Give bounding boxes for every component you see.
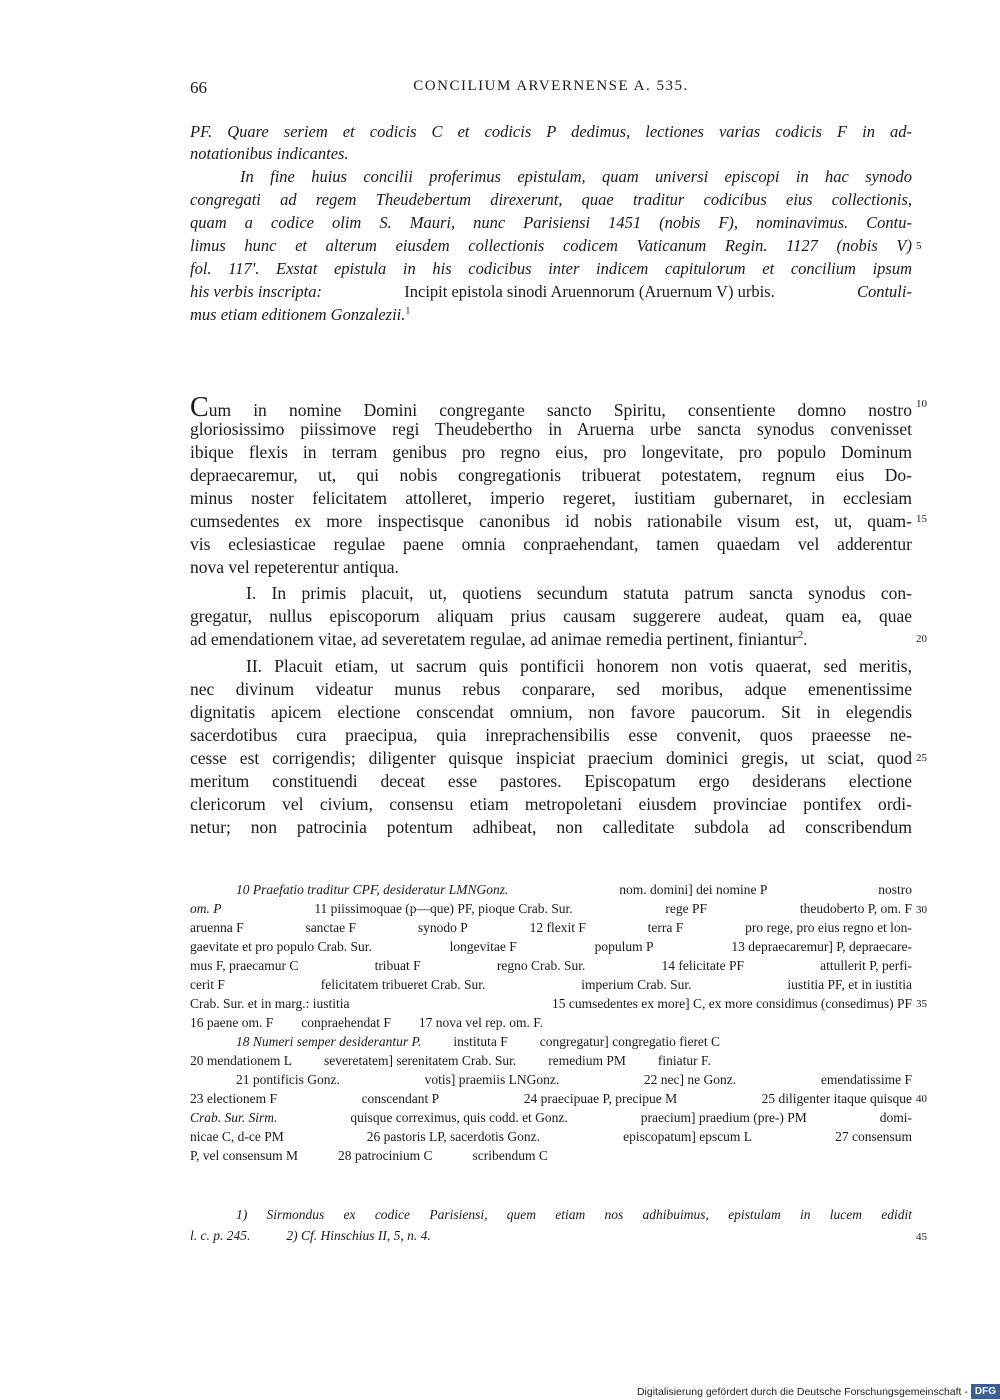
- body-line: cesse est corrigendis; diligenter quisque inspiciat praecium dominici gregis, ut sciat, quod: [190, 748, 912, 768]
- intro-line: quam a codice olim S. Mauri, nunc Parisiensi 1451 (nobis F), nominavimus. Contu-: [190, 213, 912, 232]
- body-line: [190, 631, 912, 649]
- apparatus-entry: Crab. Sur. Sirm.: [190, 1110, 278, 1125]
- apparatus-line: [190, 959, 912, 973]
- apparatus-entry: congregatur] congregatio fieret C: [539, 1034, 721, 1049]
- apparatus-line: [190, 1054, 912, 1068]
- apparatus-entry: instituta F: [453, 1034, 508, 1049]
- apparatus-entry: rege PF: [665, 901, 708, 916]
- footnote-ref: 1: [405, 305, 411, 317]
- apparatus-entry: longevitae F: [449, 939, 517, 954]
- line-number: 10: [916, 398, 927, 410]
- footnote-line: 1) Sirmondus ex codice Parisiensi, quem etiam nos adhibuimus, epistulam in lucem edidit: [236, 1207, 912, 1222]
- apparatus-entry: felicitatem tribueret Crab. Sur.: [320, 977, 486, 992]
- apparatus-entry: regno Crab. Sur.: [496, 958, 586, 973]
- apparatus-entry: 14 felicitate PF: [661, 958, 744, 973]
- apparatus-entry: synodo P: [417, 920, 468, 935]
- apparatus-entry: pro rege, pro eius regno et lon-: [745, 920, 912, 935]
- body-line: clericorum vel civium, consensu etiam metropoletani eiusdem provinciae pontifex ordi-: [190, 794, 912, 814]
- apparatus-entry: 21 pontificis Gonz.: [236, 1072, 340, 1087]
- body-line: meritum constituendi deceat esse pastores. Episcopatum ergo desiderans electione: [190, 771, 912, 791]
- intro-line: [190, 284, 912, 301]
- apparatus-entry: severetatem] serenitatem Crab. Sur.: [323, 1053, 517, 1068]
- apparatus-entry: 27 consensum: [835, 1129, 912, 1144]
- apparatus-line: [190, 1016, 912, 1030]
- line-number: 35: [916, 998, 927, 1010]
- apparatus-entry: quisque correximus, quis codd. et Gonz.: [350, 1110, 568, 1125]
- apparatus-entry: conscendant P: [361, 1091, 440, 1106]
- apparatus-entry: tribuat F: [374, 958, 421, 973]
- footnote-ref: 2: [797, 630, 804, 642]
- apparatus-line: [190, 1092, 912, 1106]
- digitization-credit: [608, 1383, 1000, 1400]
- apparatus-line: [190, 1149, 912, 1163]
- apparatus-entry: remedium PM: [548, 1053, 626, 1068]
- apparatus-entry: 17 nova vel rep. om. F.: [418, 1015, 543, 1030]
- apparatus-entry: theudoberto P, om. F: [799, 901, 912, 916]
- body-line: cumsedentes ex more inspectisque canonibus id nobis rationabile visum est, ut, quam-: [190, 511, 912, 531]
- body-line: gregatur, nullus episcoporum aliquam prius causam suggerere audeat, quam ea, quae: [190, 606, 912, 626]
- intro-segment: Incipit epistola sinodi Aruennorum (Aruernum V) urbis.: [404, 282, 775, 301]
- apparatus-entry: iustitia PF, et in iustitia: [787, 977, 912, 992]
- apparatus-entry: 22 nec] ne Gonz.: [643, 1072, 737, 1087]
- apparatus-entry: 24 praecipuae P, precipue M: [523, 1091, 678, 1106]
- credit-text: Digitalisierung gefördert durch die Deutsche Forschungsgemeinschaft -: [636, 1385, 968, 1398]
- body-line: II. Placuit etiam, ut sacrum quis pontificii honorem non votis quaerat, sed meritis,: [246, 656, 912, 676]
- apparatus-entry: 28 patrocinium C: [338, 1148, 433, 1163]
- body-segment: .: [803, 629, 808, 649]
- body-line: I. In primis placuit, ut, quotiens secundum statuta patrum sancta synodus con-: [246, 583, 912, 603]
- apparatus-line: [236, 1035, 912, 1049]
- apparatus-entry: conpraehendat F: [301, 1015, 391, 1030]
- apparatus-entry: emendatissime F: [820, 1072, 912, 1087]
- apparatus-entry: nom. domini] dei nomine P: [619, 882, 768, 897]
- body-segment: um in nomine Domini congregante sancto Spiritu, consentiente domno nostro: [208, 400, 912, 420]
- apparatus-entry: 10 Praefatio traditur CPF, desideratur LMNGonz.: [236, 882, 509, 897]
- apparatus-entry: nostro: [878, 882, 912, 897]
- line-number: 15: [916, 513, 927, 525]
- apparatus-line: [190, 902, 912, 916]
- apparatus-line: [190, 1111, 912, 1125]
- apparatus-entry: sanctae F: [305, 920, 357, 935]
- intro-line: PF. Quare seriem et codicis C et codicis P dedimus, lectiones varias codicis F in ad-: [190, 122, 912, 141]
- apparatus-entry: mus F, praecamur C: [190, 958, 299, 973]
- apparatus-line: [190, 940, 912, 954]
- line-number: 20: [916, 633, 927, 645]
- apparatus-entry: nicae C, d-ce PM: [190, 1129, 284, 1144]
- footnote-entry: 2) Cf. Hinschius II, 5, n. 4.: [286, 1228, 431, 1243]
- apparatus-entry: 11 piissimoquae (p—que) PF, pioque Crab. Sur.: [314, 901, 573, 916]
- apparatus-entry: imperium Crab. Sur.: [581, 977, 692, 992]
- apparatus-entry: om. P: [190, 901, 222, 916]
- apparatus-entry: 12 flexit F: [529, 920, 586, 935]
- apparatus-entry: P, vel consensum M: [190, 1148, 298, 1163]
- apparatus-entry: attullerit P, perfi-: [820, 958, 912, 973]
- intro-line: notationibus indicantes.: [190, 144, 349, 163]
- apparatus-line: [190, 997, 912, 1011]
- line-number: 45: [916, 1231, 927, 1243]
- intro-line: [190, 307, 912, 324]
- intro-segment: Contuli-: [856, 282, 912, 301]
- apparatus-entry: 18 Numeri semper desiderantur P.: [236, 1034, 422, 1049]
- running-title: CONCILIUM ARVERNENSE A. 535.: [413, 78, 689, 94]
- body-segment: ad emendationem vitae, ad severetatem regulae, ad animae remedia pertinent, finiantur: [190, 629, 798, 649]
- apparatus-entry: praecium] praedium (pre-) PM: [640, 1110, 807, 1125]
- body-line: ibique flexis in terram genibus pro regno eius, pro longevitate, pro populo Dominum: [190, 442, 912, 462]
- body-line: depraecaremur, ut, qui nobis congregationis tribuerat potestatem, regnum eius Do-: [190, 465, 912, 485]
- apparatus-line: [190, 978, 912, 992]
- intro-line: limus hunc et alterum eiusdem collectionis codicem Vaticanum Regin. 1127 (nobis V): [190, 236, 912, 255]
- intro-segment: his verbis inscripta:: [190, 282, 322, 301]
- intro-line: In fine huius concilii proferimus epistulam, quam universi episcopi in hac synodo: [240, 167, 912, 186]
- apparatus-entry: votis] praemiis LNGonz.: [424, 1072, 560, 1087]
- apparatus-entry: 23 electionem F: [190, 1091, 277, 1106]
- intro-segment: mus etiam editionem Gonzalezii.: [190, 305, 406, 324]
- apparatus-line: [190, 1130, 912, 1144]
- apparatus-line: [190, 921, 912, 935]
- body-line: netur; non patrocinia potentum adhibeat, non calleditate subdola ad conscribendum: [190, 817, 912, 837]
- page-header: [190, 78, 912, 102]
- apparatus-entry: scribendum C: [472, 1148, 548, 1163]
- line-number: 30: [916, 904, 927, 916]
- dfg-logo: DFG: [971, 1384, 1000, 1399]
- apparatus-entry: finiatur F.: [657, 1053, 711, 1068]
- apparatus-entry: 20 mendationem L: [190, 1053, 292, 1068]
- body-line: nec divinum videatur munus rebus conparare, sed moribus, adque emenentissime: [190, 679, 912, 699]
- page-number: 66: [190, 78, 207, 97]
- line-number: 25: [916, 752, 927, 764]
- apparatus-entry: 15 cumsedentes ex more] C, ex more considimus (consedimus) PF: [552, 996, 912, 1011]
- body-line: nova vel repeterentur antiqua.: [190, 557, 399, 577]
- body-line: [190, 394, 912, 422]
- apparatus-entry: populum P: [594, 939, 654, 954]
- drop-cap: C: [190, 392, 209, 423]
- apparatus-entry: gaevitate et pro populo Crab. Sur.: [190, 939, 372, 954]
- apparatus-entry: Crab. Sur. et in marg.: iustitia: [190, 996, 350, 1011]
- body-line: sacerdotibus cura praecipua, quia inreprachensibilis esse convenit, quos praeesse ne-: [190, 725, 912, 745]
- body-line: gloriosissimo piissimove regi Theudebertho in Aruerna urbe sancta synodus convenisset: [190, 419, 912, 439]
- intro-line: fol. 117'. Exstat epistula in his codicibus inter indicem capitulorum et concilium ipsum: [190, 259, 912, 278]
- line-number: 5: [916, 240, 922, 252]
- body-line: dignitatis apicem electione conscendat omnium, non favore paucorum. Sit in elegendis: [190, 702, 912, 722]
- apparatus-entry: cerit F: [190, 977, 225, 992]
- apparatus-line: [236, 883, 912, 897]
- apparatus-entry: 26 pastoris LP, sacerdotis Gonz.: [366, 1129, 541, 1144]
- body-line: minus noster felicitatem attolleret, imperio regeret, iustitiam gubernaret, in ecclesiam: [190, 488, 912, 508]
- line-number: 40: [916, 1093, 927, 1105]
- body-line: vis eclesiasticae regulae paene omnia conpraehendant, tamen quaedam vel adderentur: [190, 534, 912, 554]
- apparatus-entry: domi-: [879, 1110, 912, 1125]
- intro-line: congregati ad regem Theudebertum direxerunt, quae traditur codicibus eius collectionis,: [190, 190, 912, 209]
- apparatus-entry: aruenna F: [190, 920, 244, 935]
- apparatus-line: [236, 1073, 912, 1087]
- apparatus-entry: 25 diligenter itaque quisque: [761, 1091, 912, 1106]
- apparatus-entry: episcopatum] epscum L: [623, 1129, 753, 1144]
- footnote-line: [190, 1229, 912, 1243]
- apparatus-entry: 16 paene om. F: [190, 1015, 274, 1030]
- apparatus-entry: terra F: [647, 920, 684, 935]
- footnote-entry: l. c. p. 245.: [190, 1228, 251, 1243]
- apparatus-entry: 13 depraecaremur] P, depraecare-: [731, 939, 912, 954]
